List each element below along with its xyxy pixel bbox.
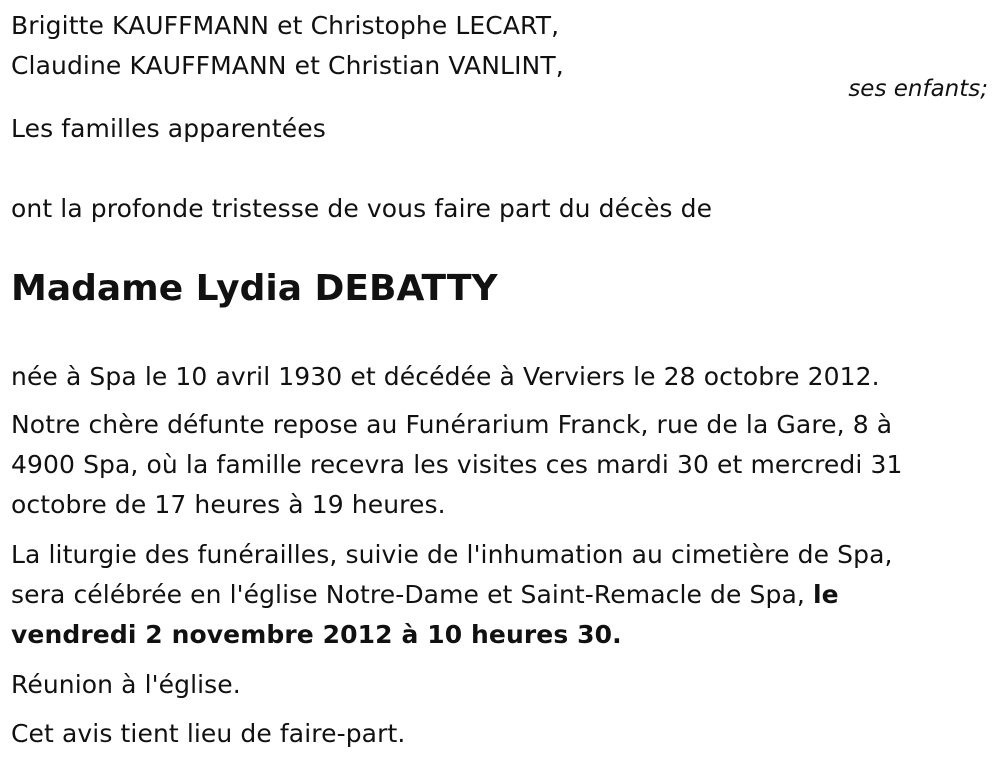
birth-death-text: née à Spa le 10 avril 1930 et décédée à Verviers le 28 octobre 2012.: [11, 362, 880, 391]
deceased-name: Madame Lydia DEBATTY: [11, 268, 498, 309]
repose-line-3: octobre de 17 heures à 19 heures.: [11, 490, 446, 519]
family-line-1: Brigitte KAUFFMANN et Christophe LECART,: [11, 11, 560, 40]
liturgy-line-2-text: sera célébrée en l'église Notre-Dame et Saint-Remacle de Spa,: [11, 580, 813, 609]
notice-text: Cet avis tient lieu de faire-part.: [11, 719, 406, 748]
repose-line-1: Notre chère défunte repose au Funérarium Franck, rue de la Gare, 8 à: [11, 410, 893, 439]
liturgy-date-time: vendredi 2 novembre 2012 à 10 heures 30.: [11, 620, 622, 649]
meeting-text: Réunion à l'église.: [11, 670, 241, 699]
family-line-2: Claudine KAUFFMANN et Christian VANLINT,: [11, 51, 564, 80]
repose-line-2: 4900 Spa, où la famille recevra les visites ces mardi 30 et mercredi 31: [11, 450, 903, 479]
announcement-text: ont la profonde tristesse de vous faire part du décès de: [11, 194, 713, 223]
liturgy-line-2: [11, 575, 839, 615]
family-line-3: Les familles apparentées: [11, 114, 326, 143]
liturgy-line-1: La liturgie des funérailles, suivie de l'inhumation au cimetière de Spa,: [11, 540, 893, 569]
liturgy-line-2-bold: le: [812, 580, 839, 609]
relation-note: ses enfants;: [848, 76, 988, 102]
